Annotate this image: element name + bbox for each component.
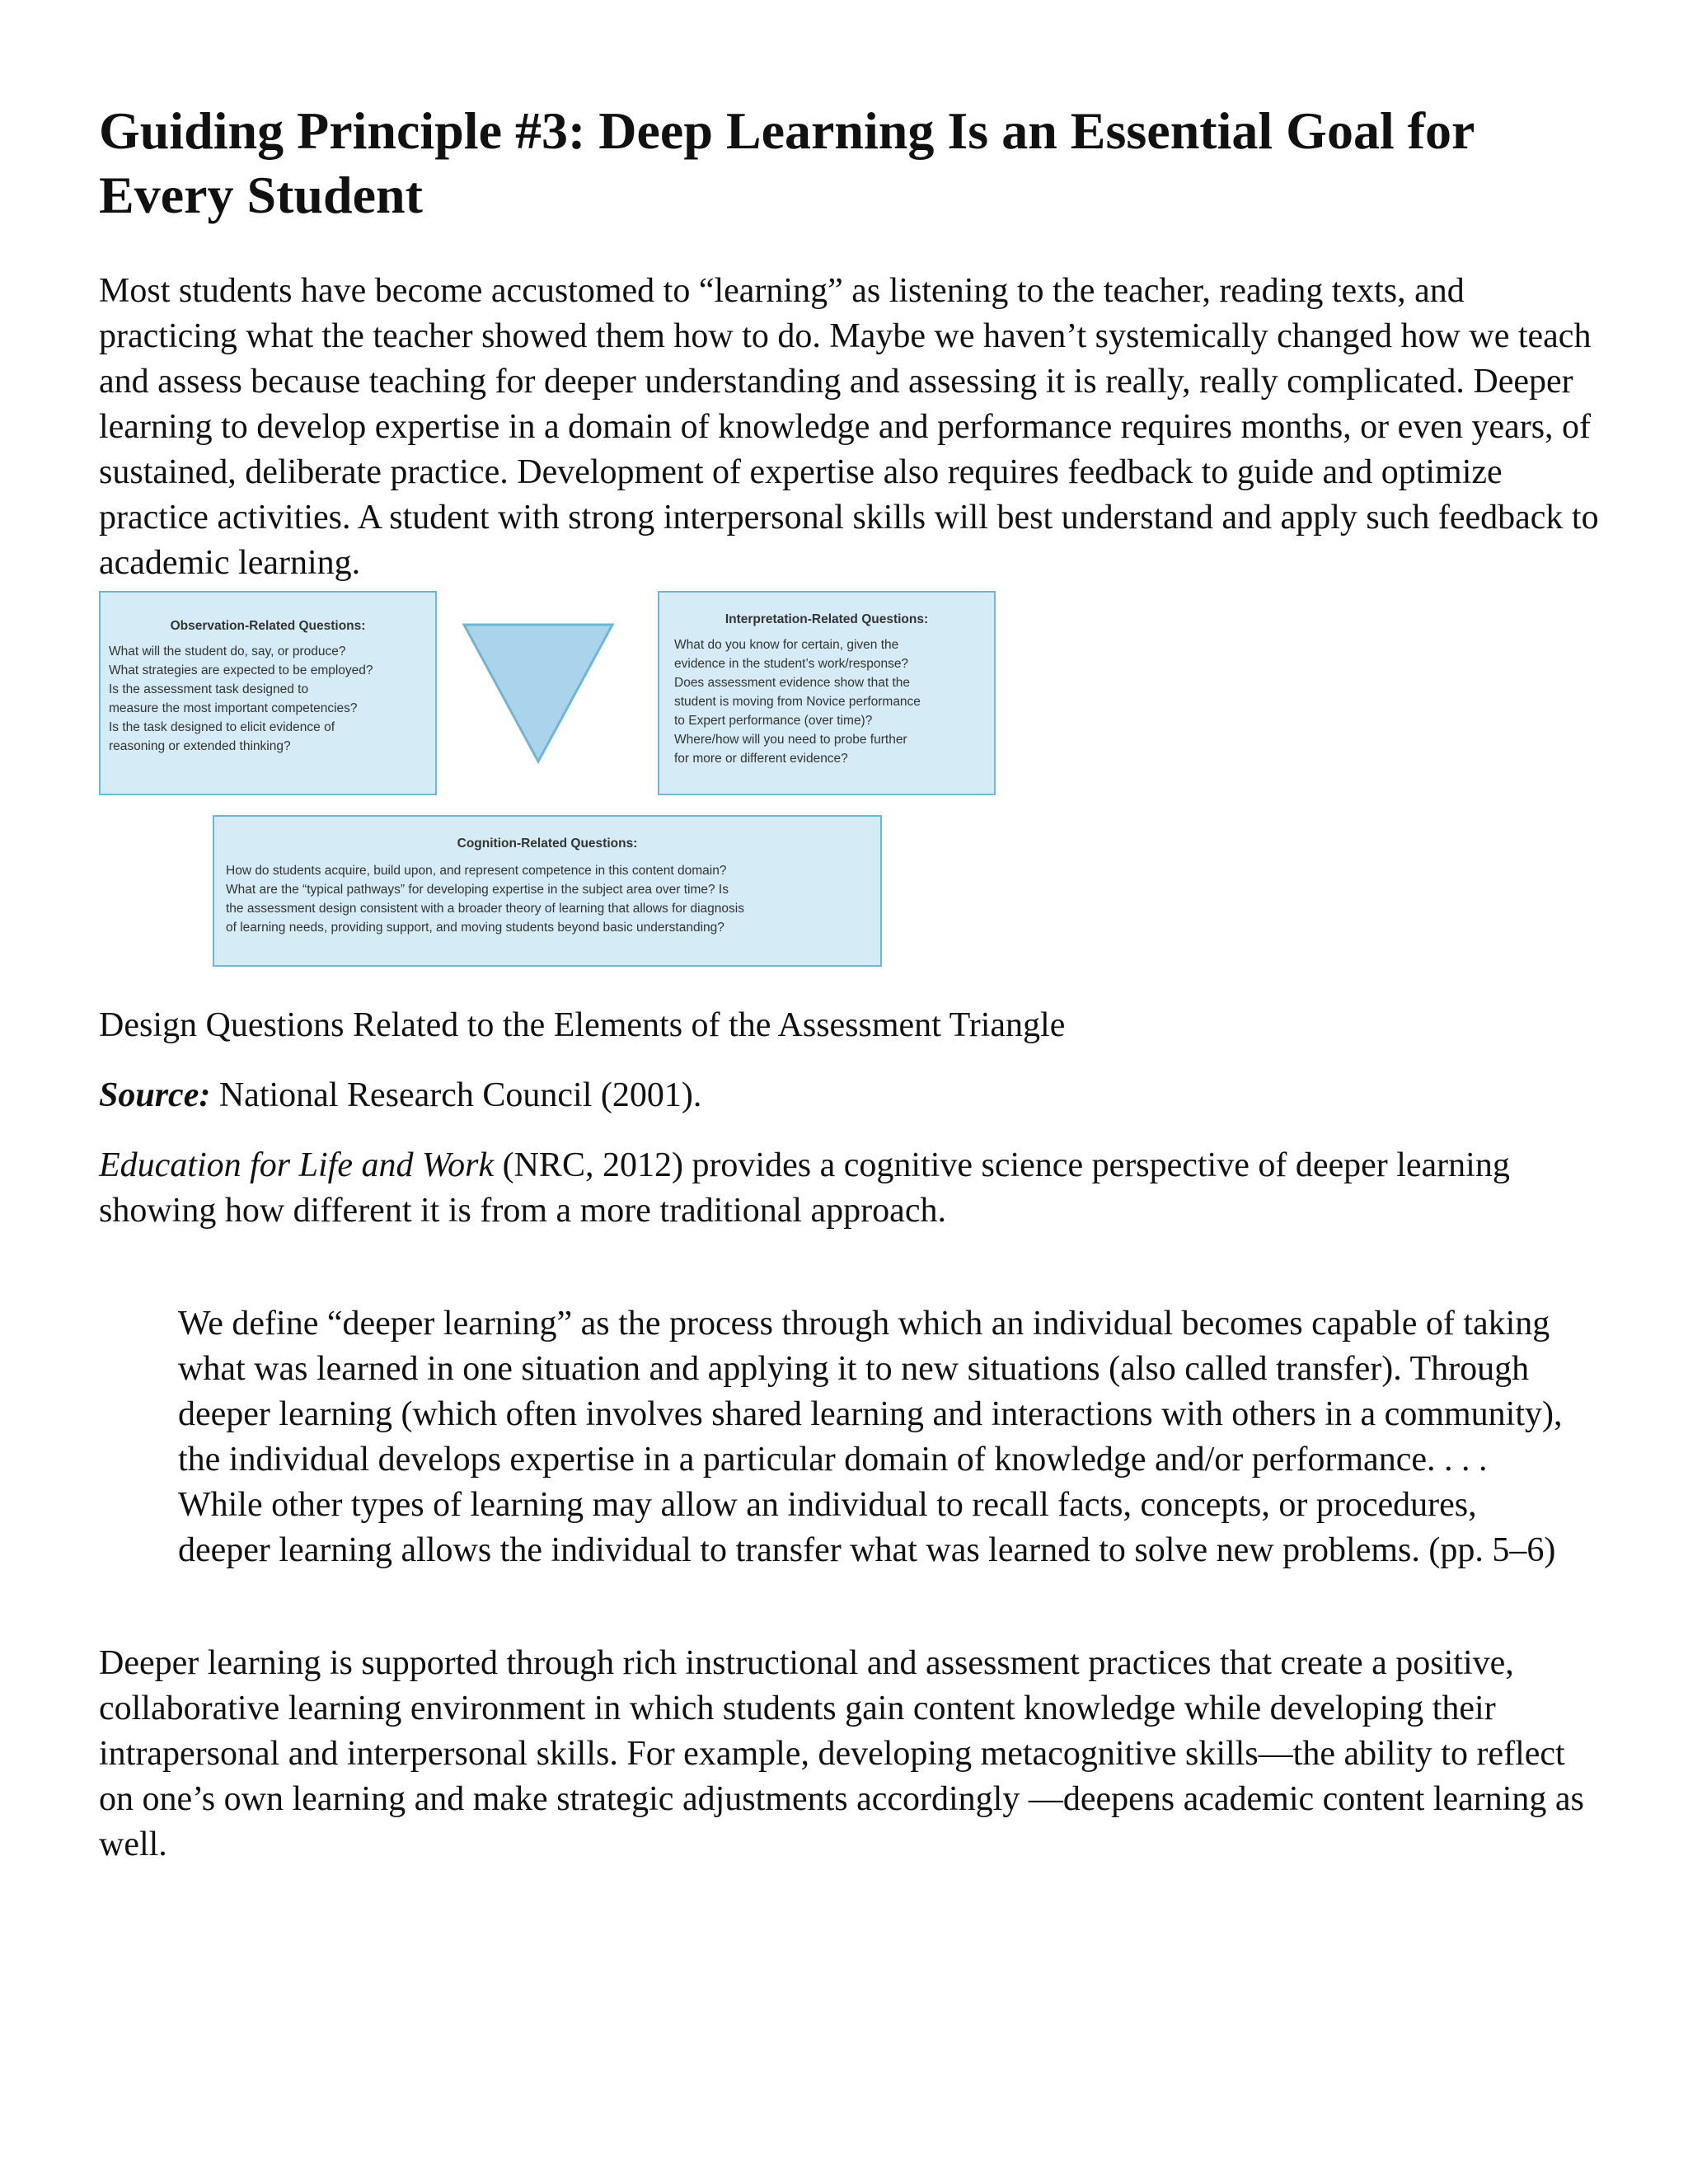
observation-questions-box bbox=[99, 591, 437, 795]
interpretation-question-line: What do you know for certain, given the bbox=[674, 638, 899, 652]
interpretation-questions-title: Interpretation-Related Questions: bbox=[724, 612, 929, 626]
observation-question-line: What strategies are expected to be employed? bbox=[109, 663, 373, 677]
source-line bbox=[99, 1073, 1599, 1118]
education-paragraph bbox=[99, 1143, 1599, 1234]
observation-question-line: measure the most important competencies? bbox=[109, 701, 358, 715]
interpretation-questions-box bbox=[658, 591, 996, 795]
assessment-triangle-figure bbox=[99, 591, 1006, 970]
observation-question-line: reasoning or extended thinking? bbox=[109, 739, 291, 753]
source-label: Source: bbox=[99, 1076, 211, 1114]
interpretation-question-line: to Expert performance (over time)? bbox=[674, 714, 873, 728]
interpretation-question-line: evidence in the student’s work/response? bbox=[674, 657, 909, 671]
observation-question-line: Is the task designed to elicit evidence of bbox=[109, 720, 335, 734]
interpretation-question-line: Does assessment evidence show that the bbox=[674, 676, 911, 690]
triangle-shape bbox=[464, 625, 612, 762]
page-title: Guiding Principle #3: Deep Learning Is an Essential Goal for Every Student bbox=[99, 101, 1475, 224]
block-quote: We define “deeper learning” as the process through which an individual becomes capable of taking what was learned in one situation and applying it to new situations (also called transfer). Through deeper learning (which often involves shared learning and interactions with others in a community), the individual develops expertise in a particular domain of knowledge and/or performance. . . . While other types of learning may allow an individual to recall facts, concepts, or procedures, deeper learning allows the individual to transfer what was learned to solve new problems. (pp. 5–6) bbox=[178, 1305, 1563, 1569]
observation-question-line: What will the student do, say, or produce? bbox=[109, 644, 346, 658]
cognition-question-line: How do students acquire, build upon, and represent competence in this content domain? bbox=[226, 864, 727, 878]
cognition-question-line: What are the “typical pathways” for developing expertise in the subject area over time? Is bbox=[226, 883, 729, 897]
cognition-question-line: the assessment design consistent with a broader theory of learning that allows for diagnosis bbox=[226, 902, 744, 916]
figure-caption: Design Questions Related to the Elements of the Assessment Triangle bbox=[99, 1006, 1066, 1044]
observation-question-line: Is the assessment task designed to bbox=[109, 682, 309, 696]
interpretation-question-line: student is moving from Novice performance bbox=[674, 695, 921, 709]
interpretation-question-line: for more or different evidence? bbox=[674, 752, 848, 766]
source-text: National Research Council (2001). bbox=[210, 1076, 702, 1114]
education-text: (NRC, 2012) provides a cognitive science perspective of deeper learning showing how different it is from a more traditional approach. bbox=[99, 1146, 1510, 1230]
observation-questions-title: Observation-Related Questions: bbox=[170, 619, 366, 633]
cognition-question-line: of learning needs, providing support, and moving students beyond basic understanding? bbox=[226, 921, 724, 935]
triangle-icon bbox=[462, 622, 615, 764]
book-title: Education for Life and Work bbox=[99, 1146, 495, 1184]
intro-paragraph: Most students have become accustomed to “learning” as listening to the teacher, reading texts, and practicing what the teacher showed them how to do. Maybe we haven’t systemically changed how we teach and assess because teaching for deeper understanding and assessing it is really, really complicated. Deeper learning to develop expertise in a domain of knowledge and performance requires months, or even years, of sustained, deliberate practice. Development of expertise also requires feedback to guide and optimize practice activities. A student with strong interpersonal skills will best understand and apply such feedback to academic learning. bbox=[99, 272, 1599, 582]
cognition-questions-box bbox=[213, 815, 882, 967]
cognition-questions-title: Cognition-Related Questions: bbox=[457, 837, 638, 851]
interpretation-question-line: Where/how will you need to probe further bbox=[674, 733, 907, 747]
closing-paragraph: Deeper learning is supported through rich instructional and assessment practices that create a positive, collaborative learning environment in which students gain content knowledge while developing their intrapersonal and interpersonal skills. For example, developing metacognitive skills—the ability to reflect on one’s own learning and make strategic adjustments accordingly —deepens academic content learning as well. bbox=[99, 1644, 1584, 1863]
document-page bbox=[99, 99, 1599, 1868]
